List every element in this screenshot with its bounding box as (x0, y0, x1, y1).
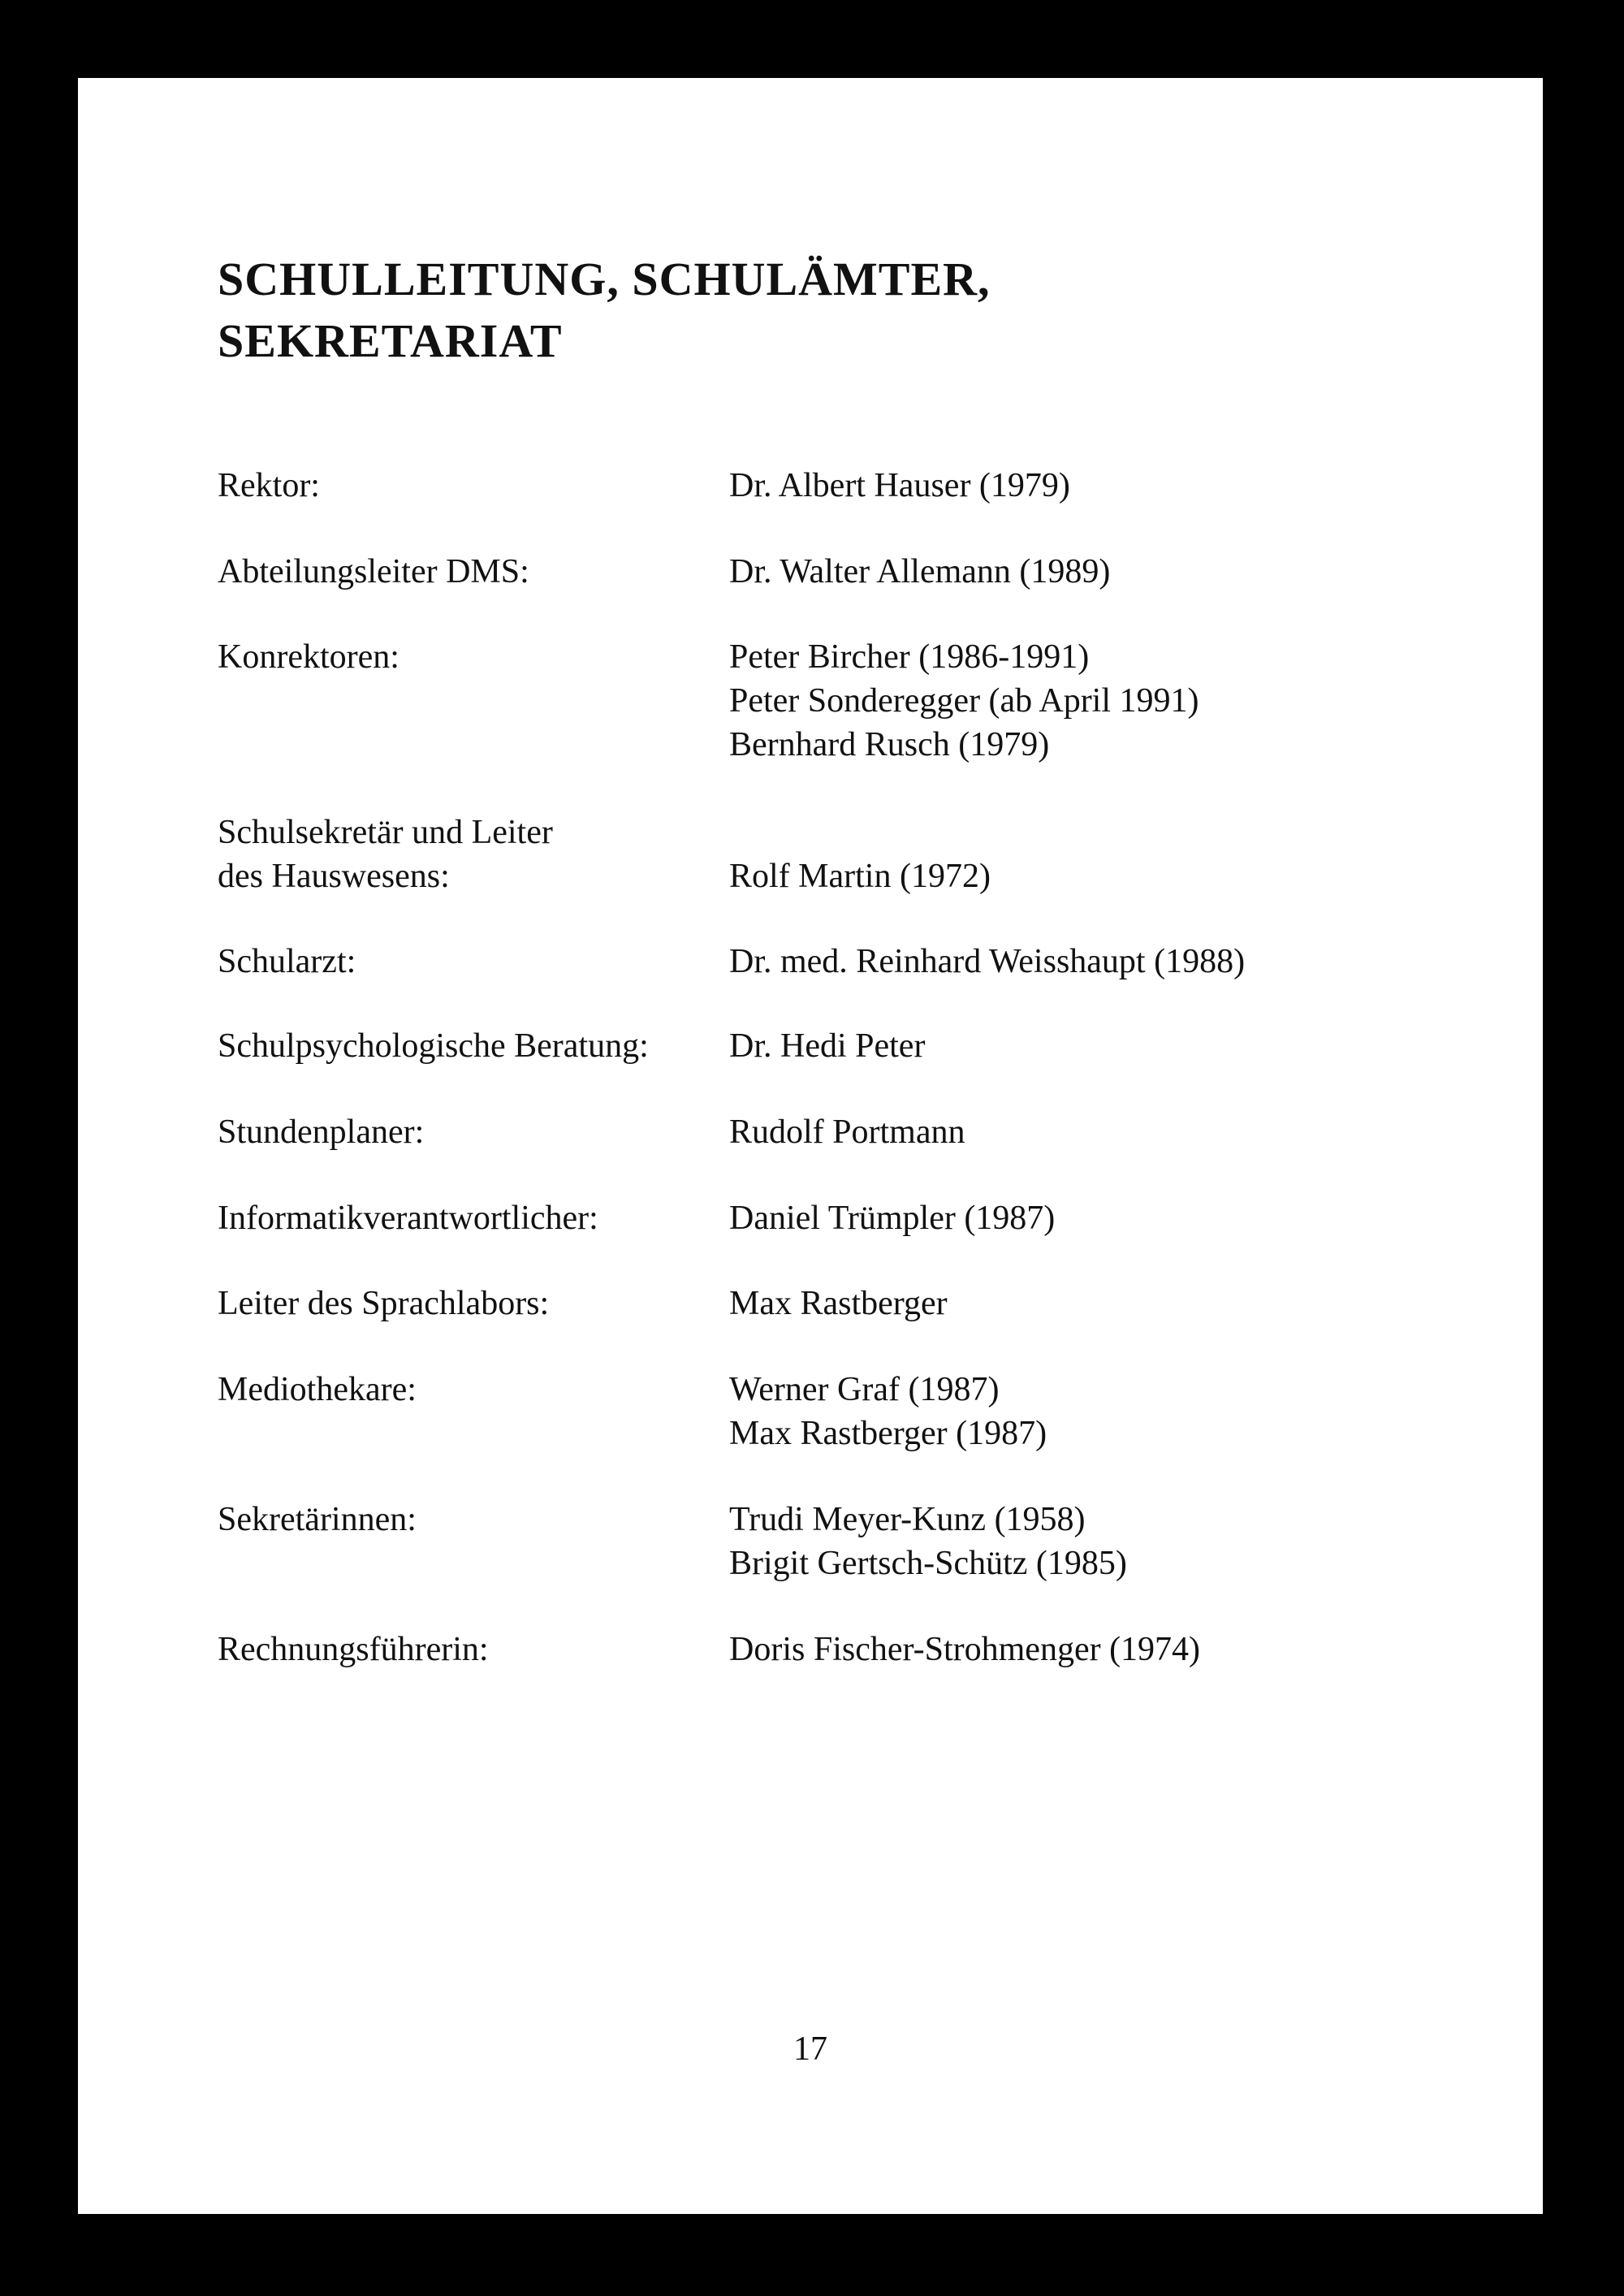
value-line: Peter Sonderegger (ab April 1991) (729, 682, 1199, 720)
label-line: Abteilungsleiter DMS: (218, 553, 529, 590)
value-line: Max Rastberger (1987) (729, 1415, 1047, 1452)
label-line: Rektor: (218, 467, 320, 504)
entry-value (729, 550, 1460, 594)
entry-value (729, 1498, 1460, 1585)
label-line: Schulsekretär und Leiter (218, 814, 553, 851)
label-line: Leiter des Sprachlabors: (218, 1285, 550, 1322)
entry-label (218, 1282, 721, 1325)
entry-value (729, 1368, 1460, 1455)
page-number: 17 (793, 2030, 827, 2068)
label-line: des Hauswesens: (218, 858, 450, 895)
page-title (218, 249, 1436, 372)
label-line: Informatikverantwortlicher: (218, 1200, 598, 1237)
entry-label (218, 550, 721, 594)
entry-value (729, 1024, 1460, 1068)
title-line-1: SCHULLEITUNG, SCHULÄMTER, (218, 253, 991, 305)
entry-value (729, 635, 1460, 767)
entry-value (729, 940, 1460, 984)
entry-label (218, 811, 721, 898)
entry-value (729, 1282, 1460, 1325)
value-line: Doris Fischer-Strohmenger (1974) (729, 1631, 1201, 1668)
label-line: Sekretärinnen: (218, 1501, 417, 1538)
value-line: Trudi Meyer-Kunz (1958) (729, 1501, 1086, 1538)
label-line: Mediothekare: (218, 1371, 417, 1408)
entry-value (729, 854, 1460, 898)
value-line: Dr. Walter Allemann (1989) (729, 553, 1111, 590)
label-line: Konrektoren: (218, 638, 400, 676)
entry-value (729, 1110, 1460, 1154)
value-line: Daniel Trümpler (1987) (729, 1200, 1056, 1237)
entry-label (218, 464, 721, 508)
entry-label (218, 940, 721, 984)
value-line: Peter Bircher (1986-1991) (729, 638, 1090, 676)
label-line: Rechnungsführerin: (218, 1631, 489, 1668)
entry-label (218, 1196, 721, 1240)
value-line: Rolf Martin (1972) (729, 858, 991, 895)
label-line: Schulpsychologische Beratung: (218, 1027, 649, 1065)
entry-value (729, 464, 1460, 508)
value-line: Max Rastberger (729, 1285, 948, 1322)
entry-value (729, 1196, 1460, 1240)
value-line: Werner Graf (1987) (729, 1371, 1000, 1408)
document-page (78, 78, 1543, 2214)
entry-label (218, 1498, 721, 1541)
entry-label (218, 1110, 721, 1154)
entry-value (729, 1628, 1460, 1671)
label-line: Stundenplaner: (218, 1113, 425, 1151)
entry-label (218, 1628, 721, 1671)
value-line: Bernhard Rusch (1979) (729, 726, 1050, 763)
value-line: Rudolf Portmann (729, 1113, 965, 1151)
label-line: Schularzt: (218, 943, 356, 980)
value-line: Dr. med. Reinhard Weisshaupt (1988) (729, 943, 1246, 980)
value-line: Dr. Albert Hauser (1979) (729, 467, 1070, 504)
title-line-2: SEKRETARIAT (218, 314, 563, 367)
entry-label (218, 635, 721, 679)
entry-label (218, 1024, 721, 1068)
value-line: Dr. Hedi Peter (729, 1027, 926, 1065)
value-line: Brigit Gertsch-Schütz (1985) (729, 1545, 1127, 1582)
entry-label (218, 1368, 721, 1412)
